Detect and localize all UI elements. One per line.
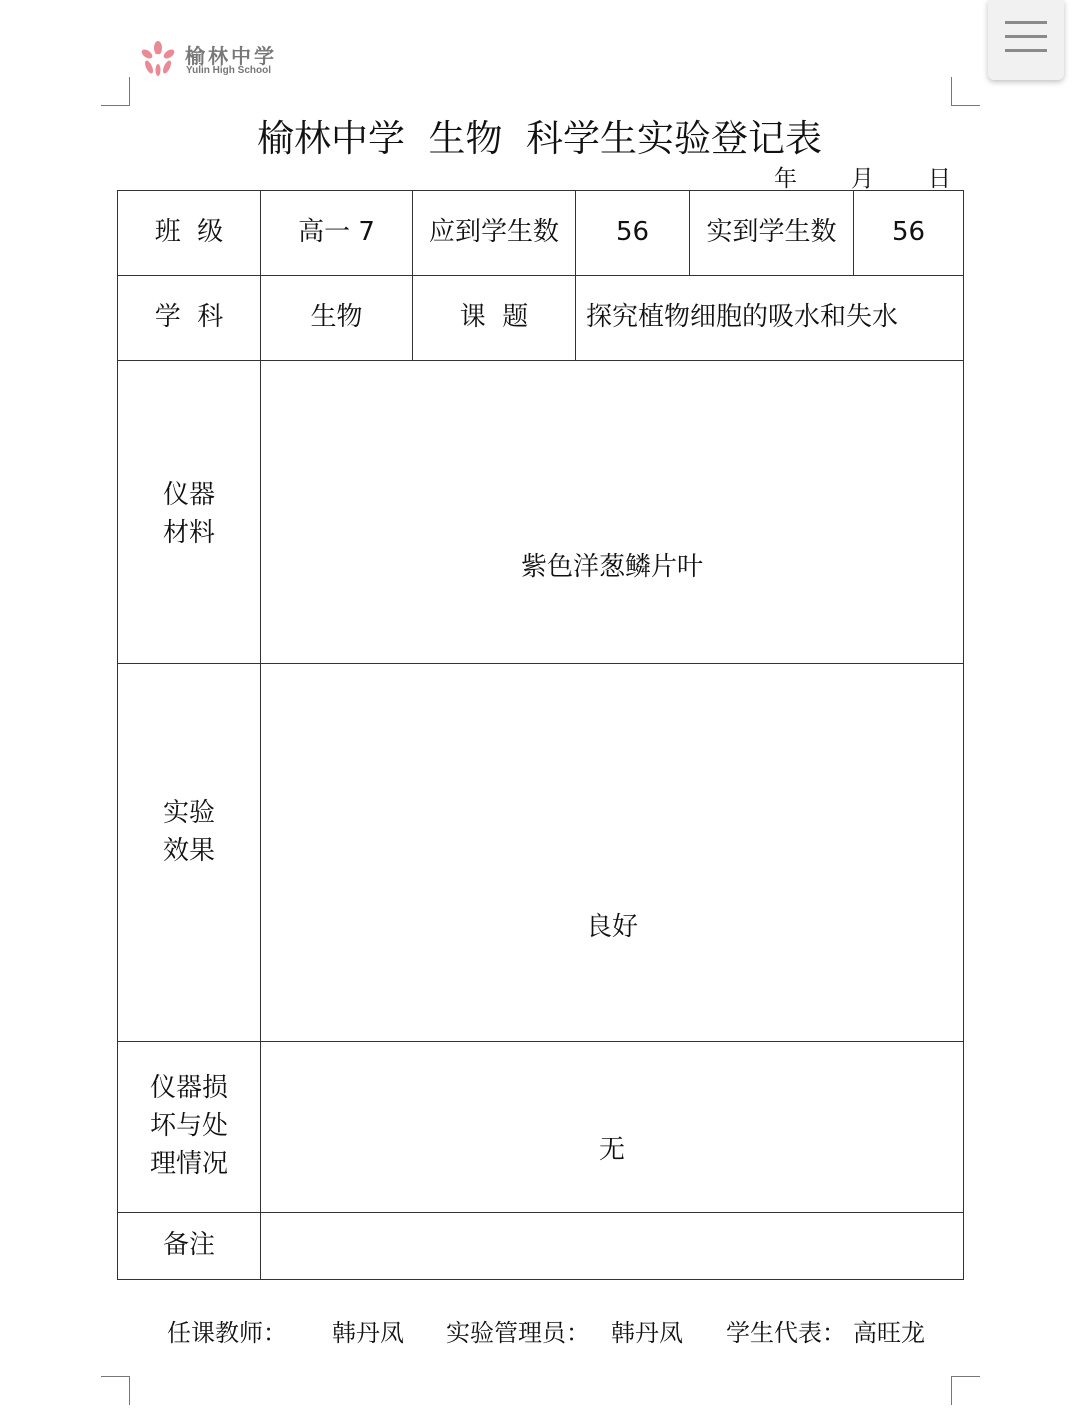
materials-label <box>118 361 261 664</box>
page-title: 榆林中学 生物 科学生实验登记表 <box>256 117 823 160</box>
table-row <box>118 276 964 361</box>
table-row <box>118 361 964 664</box>
menu-icon <box>1005 21 1047 24</box>
student-rep-value: 高旺龙 <box>853 1319 925 1347</box>
registration-table <box>117 190 964 1280</box>
subject-label: 学 科 <box>118 276 261 361</box>
date-month-label: 月 <box>851 166 874 192</box>
logo-name-en: Yulin High School <box>186 65 271 76</box>
materials-value: 紫色洋葱鳞片叶 <box>520 552 703 583</box>
result-value-cell <box>261 664 964 1042</box>
actual-students-label: 实到学生数 <box>690 191 854 276</box>
damage-label-line: 理情况 <box>149 1148 228 1179</box>
damage-value: 无 <box>598 1135 625 1166</box>
damage-value-cell <box>261 1042 964 1213</box>
class-label: 班 级 <box>118 191 261 276</box>
materials-label-line: 材料 <box>162 518 215 548</box>
materials-value-cell <box>261 361 964 664</box>
teacher-value: 韩丹凤 <box>332 1319 404 1347</box>
result-label <box>118 664 261 1042</box>
date-day-label: 日 <box>928 166 951 192</box>
menu-button[interactable] <box>988 0 1064 80</box>
date-year-label: 年 <box>774 166 797 192</box>
table-row <box>118 1213 964 1280</box>
menu-icon <box>1005 49 1047 52</box>
damage-label-line: 坏与处 <box>149 1111 228 1142</box>
expected-students-label: 应到学生数 <box>413 191 576 276</box>
table-row <box>118 1042 964 1213</box>
lab-manager-label: 实验管理员： <box>446 1319 590 1347</box>
topic-value: 探究植物细胞的吸水和失水 <box>576 276 964 361</box>
flower-logo-icon <box>138 40 178 80</box>
class-value: 高一 7 <box>261 191 413 276</box>
logo-name-cn: 榆林中学 <box>185 44 277 68</box>
crop-mark <box>101 1376 130 1405</box>
crop-mark <box>101 77 130 106</box>
crop-mark <box>951 1376 980 1405</box>
lab-manager-value: 韩丹凤 <box>611 1319 683 1347</box>
actual-students-value: 56 <box>854 191 964 276</box>
notes-label: 备注 <box>118 1213 261 1280</box>
notes-value <box>261 1213 964 1280</box>
damage-label <box>118 1042 261 1213</box>
subject-value: 生物 <box>261 276 413 361</box>
table-row <box>118 191 964 276</box>
materials-label-line: 仪器 <box>162 480 215 511</box>
result-value: 良好 <box>585 911 638 942</box>
expected-students-value: 56 <box>576 191 690 276</box>
student-rep-label: 学生代表： <box>726 1319 846 1347</box>
menu-icon <box>1005 35 1047 38</box>
result-label-line: 效果 <box>162 835 215 866</box>
school-logo <box>138 40 298 80</box>
topic-label: 课 题 <box>413 276 576 361</box>
damage-label-line: 仪器损 <box>149 1073 228 1104</box>
table-row <box>118 664 964 1042</box>
result-label-line: 实验 <box>162 797 215 828</box>
teacher-label: 任课教师： <box>167 1319 287 1347</box>
crop-mark <box>951 77 980 106</box>
